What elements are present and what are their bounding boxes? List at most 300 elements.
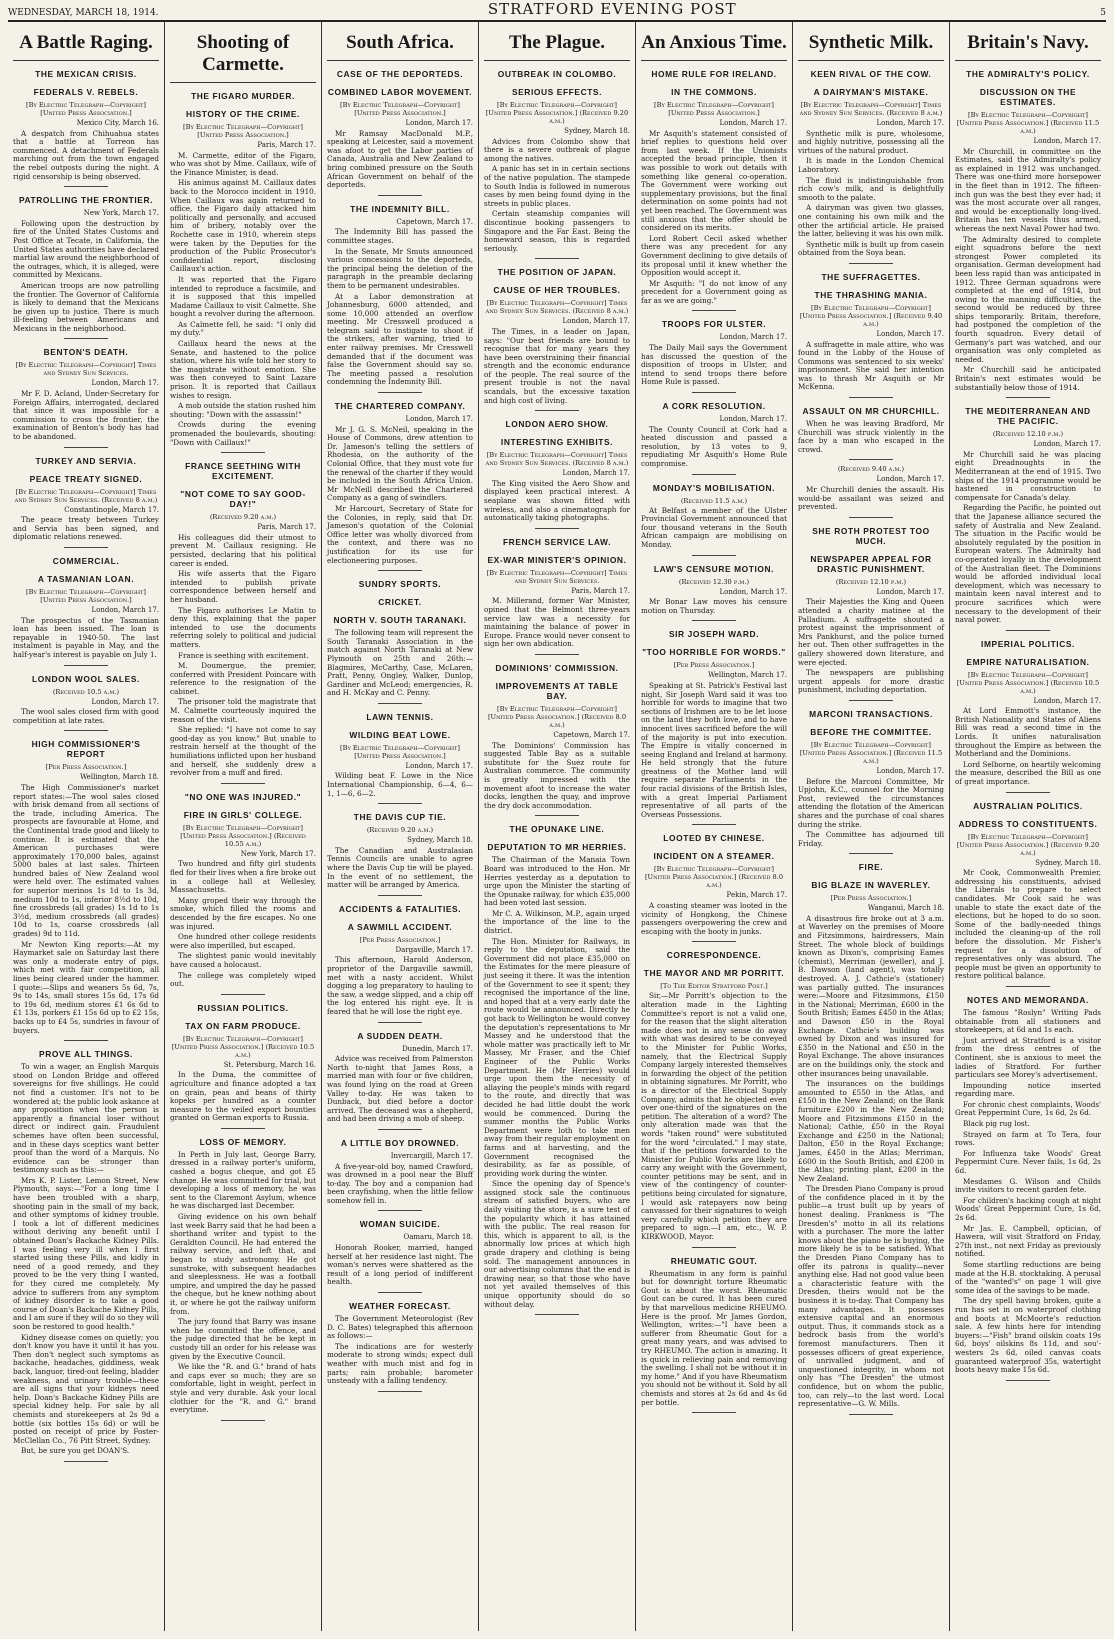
story-headline: BIG BLAZE IN WAVERLEY. — [811, 880, 931, 891]
news-column — [322, 22, 479, 1631]
story-paragraph: Mr Churchill said he was placing eight Dreadnoughts in the Mediterranean at the end of 1915. Two ships of the 1914 programme would be hastened in construction to compensate for Canada's delay. — [955, 449, 1101, 502]
wire-credit: [By Electric Telegraph—Copyright] [United Press Association.] (Received 10.5 a.m.) — [171, 1034, 315, 1059]
story-paragraph: The wool sales closed firm with good competition at late rates. — [13, 707, 159, 725]
story-divider — [849, 263, 893, 264]
story-paragraph: Lord Robert Cecil asked whether there was any precedent for any Government declining to give details of its proposal until it knew whether the Opposition would accept it. — [641, 233, 787, 278]
story-paragraph: Mr Ramsay MacDonald M.P., speaking at Leicester, said a movement was afoot to get the Labor parties of Canada, Australia and New Zealand to bring combined pressure on the South African Government on behalf of the deporteds. — [327, 128, 473, 190]
page-number: 5 — [1100, 8, 1106, 18]
story-dateline: Oamaru, March 18. — [403, 1233, 473, 1242]
story-divider — [378, 803, 422, 804]
story-paragraph: The Canadian and Australasian Tennis Councils are unable to agree where the Davis Cup tie will be played. In the event of no settlement, the matter will be arranged by America. — [327, 845, 473, 890]
story-paragraph: The dry spell having broken, quite a run has set in on waterproof clothing and boots at McMoorte's reduction sale. A few hints here for intending buyers:—"Fish" brand oilskin coats 19s 6d, boys' oilskins 8s 11d, and sou'-westers 2s 6d, oiled canvas coats guaranteed waterproof 35s, watertight boots heavy make 15s 6d. — [955, 1296, 1101, 1375]
story-paragraph: A mob outside the station rushed him shouting: "Down with the assassin!" — [170, 401, 316, 419]
story-paragraph: Regarding the Pacific, he pointed out that the Japanese alliance secured the safety of Australia and New Zealand. The situation in the Pacific would be absolutely regulated by the position in European waters. The Admiralty had co-operated loyally in the development of the Australian fleet. The Dominions would be afforded individual local development, which was necessary to maintain keen naval interest and to procure sacrifices which were necessary to the development of their naval power. — [955, 503, 1101, 625]
story-headline: THE DAVIS CUP TIE. — [353, 812, 447, 823]
wire-credit: [By Electric Telegraph—Copyright] Times and Sydney Sun Services. — [15, 361, 157, 378]
story-headline: RUSSIAN POLITICS. — [197, 1002, 289, 1013]
story-paragraph: The Chairman of the Manaia Town Board was introduced to the Hon. Mr Herries yesterday as a deputation to urge upon the Minister the starting of the Opunake railway, for which £35,000 had been voted last session. — [484, 855, 630, 908]
story-paragraph: Mr Jas. E. Campbell, optician, of Hawera, will visit Stratford on Friday, 27th inst., not next Friday as previously notified. — [955, 1223, 1101, 1259]
story-paragraph: Wilding beat F. Lowe in the Nice International Championship, 6—4, 6—1, 1—6, 6—2. — [327, 771, 473, 798]
story-paragraph: Mr Newton King reports:—At my Haymarket sale on Saturday last there was only a moderate entry of pigs, which met with fair competition, all lines being cleared under the hammer. I quote:—Slips and weaners 5s 6d, 7s, 9s to 14s, small stores 15s 6d, 17s 6d to 19s 6d, medium stores £1 6s 6d to £1 13s, porkers £1 15s 6d up to £2 15s, backs up to £4 5s, sundries in favour of buyers. — [13, 939, 159, 1035]
story-dateline: London, March 17. — [91, 606, 159, 614]
story-paragraph: Following upon the destruction by fire of the United States Customs and Post Office at Tecate, in California, the United States authorities have declared martial law around the neighborhood of the outrages, which, it is alleged, were committed by Mexicans. — [13, 218, 159, 280]
story-divider — [221, 1128, 265, 1129]
issue-date: WEDNESDAY, MARCH 18, 1914. — [8, 8, 159, 18]
story-headline: LOSS OF MEMORY. — [199, 1136, 287, 1147]
story-divider — [64, 447, 108, 448]
story-divider — [1006, 397, 1050, 398]
story-headline: LAWN TENNIS. — [366, 711, 434, 722]
story-headline: PROVE ALL THINGS. — [39, 1049, 133, 1060]
story-headline: LONDON WOOL SALES. — [32, 673, 140, 684]
story-paragraph: The Government Meteorologist (Rev D. C. Bates) telegraphed this afternoon as follows:— — [327, 1314, 473, 1341]
story-divider — [64, 665, 108, 666]
story-paragraph: American troops are now patrolling the frontier. The Governor of California is likely to demand that the Mexicans be given up to justice. There is much ill-feeling between Americans and Mexicans in the neighborhood. — [13, 280, 159, 333]
story-paragraph: The prisoner told the magistrate that M. Calmette courteously inquired the reason of the visit. — [170, 697, 316, 724]
story-paragraph: Mr Churchill, in committee on the Estimates, said the Admiralty's policy as explained in 1912 was unchanged. There was one-third more horsepower in the fleet than in 1912. The fifteen-inch gun was the best they ever had; it was the most accurate over all ranges, and would be exceptionally long-lived. Britain has ten vessels thus armed, whereas the next Naval Power had two. — [955, 146, 1101, 233]
story-headline: AUSTRALIAN POLITICS. — [973, 800, 1083, 811]
story-paragraph: The Figaro authorises Le Matin to deny this, explaining that the paper intended to use the documents referring solely to political and judicial matters. — [170, 605, 316, 649]
story-paragraph: The Admiralty desired to complete eight squadrons before the next strongest Power completed its organisation. German development had been less rapid than was anticipated in 1912. Three German squadrons were completed at the end of 1914, but owing to the manning difficulties, the second would be reduced by three ships temporarily. Britain, therefore, had postponed the completion of the fourth squadron. Every detail of Germany's part was watched, and our organisation was only completed as needed. — [955, 234, 1101, 364]
story-paragraph: The slightest panic would inevitably have caused a holocaust. — [170, 951, 316, 969]
story-paragraph: At a Labor demonstration at Johannesburg, 6000 attended, and some 10,000 attended an overflow meeting. Mr Cresswell produced a telegram said to instigate to shoot if the strikers, after warning, tried to enter railway premises. Mr Cresswell demanded that if the document was false the Government should say so. The meeting passed a resolution condemning the Indemnity Bill. — [327, 291, 473, 387]
wire-credit: [To The Editor Stratford Post.] — [660, 982, 768, 991]
wire-credit: [By Electric Telegraph—Copyright] Times and Sydney Sun Services. (Received 8 a.m.) — [485, 451, 629, 468]
story-divider — [535, 410, 579, 411]
story-divider — [64, 1461, 108, 1462]
story-paragraph: The Dominions' Commission has suggested Table Bay as a suitable substitute for the Suez route for Australian commerce. The community is greatly impressed with the movement afoot to increase the water docks, lengthen the quay, and improve the dry dock accommodation. — [484, 740, 630, 810]
story-headline: SUNDRY SPORTS. — [358, 579, 442, 590]
story-headline: MARCONI TRANSACTIONS. — [809, 708, 933, 719]
story-divider — [849, 700, 893, 701]
story-headline: THE OPUNAKE LINE. — [509, 824, 605, 835]
story-paragraph: At Lord Emmott's instance, the British Nationality and States of Aliens Bill was read a second time in the Lords. It unifies naturalisation throughout the Empire as between the Motherland and the Dominions. — [955, 706, 1101, 759]
story-dateline: Dargaville, March 17. — [395, 945, 473, 954]
story-dateline: Dunedin, March 17. — [402, 1044, 473, 1053]
story-dateline: London, March 17. — [719, 415, 787, 424]
story-paragraph: The insurances on the buildings amounted to £550 in the Atlas, and £150 in the New Zealand; on the Bank furniture £200 in the New Zealand; Moore and Fitzsimmons £150 in the National; Cathie, £50 in the Royal Exchange and £250 in the National; Dalton, £50 in the Royal Exchange; James, £450 in the Atlas; Merriman, £600 in the South British, and £200 in the Atlas; printing plant, £200 in the New Zealand. — [798, 1079, 944, 1183]
wire-credit: [By Electric Telegraph—Copyright] [United Press Association.] (Received 10.5 a.m.) — [956, 670, 1100, 695]
story-paragraph: For children's hacking cough at night Woods' Great Peppermint Cure, 1s 6d, 2s 6d. — [955, 1195, 1101, 1222]
column-heading: Britain's Navy. — [955, 22, 1101, 61]
story-headline: THE THRASHING MANIA. — [814, 289, 928, 300]
story-headline: THE MEXICAN CRISIS. — [35, 69, 137, 79]
story-paragraph: A dairyman was given two glasses, one containing his own milk and the other the artificial article. He praised the latter, believing it was his own milk. — [798, 203, 944, 239]
story-divider — [1006, 630, 1050, 631]
story-paragraph: Sir,—Mr Porritt's objection to the alteration made in the Lighting Committee's report is not a valid one, for the reason that the slight alteration made does not in any sense do away with what was desired to be conveyed to the Minister for Public Works, namely, that the Electrical Supply Company largely interested themselves in forwarding the object of the petition in obtaining signatures. Mr Porritt, who is a director of the Electrical Supply Company, admits that he objected even over one-third of the signatures on the petition. The alteration of a word? The only alteration made was that the words "taken round" were substituted for the word "circulated." I may state, that if the petitions forwarded to the Minister for Public Works are likely to carry any weight with the Government, counter petitions may be sent, and in view of the contingency of counter-petitions being circulated for signature, I would ask ratepayers now being canvassed for their signatures to weigh very carefully which petition they are prepared to sign.—I am, etc., W. P. KIRKWOOD, Mayor. — [641, 991, 787, 1242]
wire-credit: (Received 10.5 a.m.) — [52, 687, 120, 696]
story-divider — [378, 1292, 422, 1293]
news-column — [950, 22, 1106, 1631]
story-paragraph: The King visited the Aero Show and displayed keen practical interest. A seaplane was shown fitted with wireless, and also a cinematograph for automatically taking photographs. — [484, 478, 630, 523]
wire-credit: (Received 12.10 p.m.) — [835, 577, 907, 586]
wire-credit: [By Electric Telegraph—Copyright] [United Press Association.] (Received 10.55 a.m.) — [180, 823, 306, 848]
story-paragraph: The Hon. Minister for Railways, in reply to the deputation, said the Government did not place £35,000 on the Estimates for the mere pleasure of just seeing it there. It was the intention of the Government to see it spent; they recognised the importance of the line, and hoped that at a very early date the route would be announced. Directly he got back to Wellington he would convey the deputation's representations to Mr Massey and he understood that the whole matter was practically left to Mr Massey, Mr Fraser, and the Chief Engineer of the Public Works Department. He (Mr Herries) would urge upon them the necessity of allaying the people's minds with regard to the route, and directly that was decided he had little doubt the work would be commenced. During the summer months the Public Works Department were loth to take men away from their regular employment on farms and at harvesting, and the Government recognised the desirability, as far as possible, of providing work during the winter. — [484, 936, 630, 1178]
wire-credit: [By Electric Telegraph—Copyright] [United Press Association.] (Received 9.40 a.m.) — [799, 303, 943, 328]
story-divider — [64, 338, 108, 339]
story-paragraph: M. Carmette, editor of the Figaro, who was shot by Mme. Caillaux, wife of the Finance Minister, is dead. — [170, 150, 316, 177]
story-paragraph: It was reported that the Figaro intended to reproduce a facsimile, and it is supposed that this impelled Madame Caillaux to visit Calmette. She bought a revolver during the afternoon. — [170, 274, 316, 319]
story-headline: NORTH V. SOUTH TARANAKI. — [333, 615, 467, 626]
news-column — [636, 22, 793, 1631]
column-heading: The Plague. — [484, 22, 630, 61]
column-heading: South Africa. — [327, 22, 473, 61]
story-dateline: Paris, March 17. — [257, 523, 316, 532]
story-headline: WEATHER FORECAST. — [349, 1301, 451, 1312]
story-paragraph: His animus against M. Caillaux dates back to the Morocco incident in 1910. When Caillaux was again returned to office, the Figaro daily attacked him politically and personally, and accused him of bribery, notably over the Rochette case in 1910, wherein steps were taken by the Deputies for the production of the Public Prosecutor's confidential report, disclosing Caillaux's action. — [170, 178, 316, 274]
story-divider — [692, 1247, 736, 1248]
story-divider — [535, 654, 579, 655]
wire-credit: [By Electric Telegraph—Copyright] Times and Sydney Sun Services. (Received 8 a.m.) — [485, 299, 629, 316]
story-headline: ADDRESS TO CONSTITUENTS. — [958, 818, 1098, 829]
story-divider — [692, 620, 736, 621]
story-paragraph: Some startling reductions are being made at the H.B. stocktaking. A perusal of the "wanted's" on page 1 will give some idea of the savings to be made. — [955, 1259, 1101, 1295]
story-paragraph: As Calmette fell, he said: "I only did my duty." — [170, 319, 316, 338]
story-divider — [378, 1022, 422, 1023]
story-paragraph: Mr Asquith's statement consisted of brief replies to questions held over from last week. If the Unionists accepted the broad principle, then it was possible to work out details with something like general co-operation. The Government were working out supplementary provisions, but the final determination on some points had not yet been reached. The Government was still anxious that the offer should be considered on its merits. — [641, 128, 787, 233]
news-column — [8, 22, 165, 1631]
story-divider — [692, 941, 736, 942]
story-headline: LAW'S CENSURE MOTION. — [653, 563, 775, 574]
story-headline: HOME RULE FOR IRELAND. — [651, 69, 777, 79]
story-paragraph: In the Duma, the committee of agriculture and finance adopted a tax on grain, peas and beans of thirty kopeks per hundred as a counter measure to the veiled export bounties granted on German exports to Russia. — [170, 1070, 316, 1123]
story-divider — [692, 555, 736, 556]
story-dateline: London, March 17. — [876, 119, 944, 127]
story-headline: LOOTED BY CHINESE. — [663, 833, 765, 844]
story-headline: WILDING BEAT LOWE. — [349, 729, 451, 740]
story-headline: ASSAULT ON MR CHURCHILL. — [802, 406, 940, 417]
story-paragraph: Synthetic milk is built up from casein obtained from the Soya bean. — [798, 239, 944, 258]
story-headline: OUTBREAK IN COLOMBO. — [497, 69, 617, 79]
column-heading: Shooting of Carmette. — [170, 22, 316, 83]
story-paragraph: She replied: "I have not come to say good-day as you know." But unable to restrain herself at the thought of the humiliations inflicted upon her husband and herself, she suddenly drew a revolver from a muff and fired. — [170, 725, 316, 778]
story-paragraph: The Dresden Piano Company is proud of the confidence placed in it by the public—a trust built up by years of honest dealing. Frankness is "The Dresden's" motto in all its relations with a purchaser. The more the latter knows about the piano he is buying, the more likely he is to be satisfied. What the Dresden Piano Company has to offer its patrons is quality—never anything else. Had not good value been a characteristic feature with the Dresden, theirs would not be the business it is to-day. That Company has many advantages. It possesses extensive capital and an enormous output. Thus, it commands stock as a bedrock basis from the world's foremost manufacturers. Then it possesses officers of great experience, of unrivalled judgment, and of unquestioned integrity, in whom not only has "The Dresden" the utmost confidence, but on whom the public, too, can rely—to the last word. Local representative—G. W. Mills. — [798, 1184, 944, 1409]
story-paragraph: The County Council at Cork had a heated discussion and passed a resolution, by 13 votes to 9, repudiating Mr Asquith's Home Rule compromise. — [641, 424, 787, 468]
story-headline: IMPERIAL POLITICS. — [981, 638, 1075, 649]
story-headline: THE CHARTERED COMPANY. — [334, 401, 466, 412]
wire-credit: [Per Press Association.] — [830, 894, 912, 903]
story-dateline: London, March 17. — [91, 697, 159, 706]
story-paragraph: Advices from Colombo show that there is a severe outbreak of plague among the natives. — [484, 136, 630, 163]
wire-credit: (Received 9.20 a.m.) — [209, 513, 277, 522]
story-dateline: Constantinople, March 17. — [64, 505, 159, 514]
story-headline: THE ADMIRALTY'S POLICY. — [966, 69, 1090, 79]
story-paragraph: France is seething with excitement. — [178, 650, 309, 660]
story-paragraph: We like the "R. and G." brand of hats and caps ever so much; they are so comfortable, light in weight, perfect in style and very durable. Ask your local clothier for the "R. and G." brand everytime. — [170, 1362, 316, 1415]
story-paragraph: The Daily Mail says the Government has discussed the question of the disposition of troops in Ulster, and intend to send troops there before Home Rule is passed. — [641, 343, 787, 387]
story-paragraph: A panic has set in in certain sections of the native population. The stampede to South India is followed in numerous cases by men being found dying in the streets in public places. — [484, 164, 630, 208]
story-dateline: London, March 17. — [1033, 440, 1101, 449]
story-dateline: Sydney, March 18. — [564, 127, 630, 135]
story-paragraph: Their Majesties the King and Queen attended a charity matinee at the Palladium. A suffragette shouted a protest against the imprisonment of Mrs Pankhurst, and the police turned her out. Then other suffragettes in the gallery showered down literature, and were ejected. — [798, 597, 944, 667]
story-divider — [849, 853, 893, 854]
story-paragraph: Mr Churchill said he anticipated Britain's next estimates would be substantially below those of 1914. — [955, 365, 1101, 392]
story-headline: "NOT COME TO SAY GOOD-DAY!" — [180, 489, 306, 510]
story-paragraph: A despatch from Chihuahua states that a battle at Torreon has commenced. A detachment of Federals marching out from the town engaged the rebel outposts during the night. A rigid censorship is being observed. — [13, 128, 159, 181]
story-divider — [849, 1414, 893, 1415]
story-paragraph: Since the opening day of Spence's assigned stock sale the continuous stream of satisfied buyers, who are daily visiting the store, is a sure test of the popularity which it has attained with the public. The real reason for this, which is apparent to all, is the abnormally low prices at which high grade drapery and clothing is being sold. The management announces in our advertising columns that the end is drawing near, so that those who have not yet availed themselves of this unique opportunity should do so without delay. — [484, 1179, 630, 1309]
story-dateline: St. Petersburg, March 16. — [223, 1060, 316, 1069]
story-paragraph: Strayed on farm at To Tera, four rows. — [955, 1129, 1101, 1148]
story-headline: IMPROVEMENTS AT TABLE BAY. — [495, 680, 619, 701]
wire-credit: [Per Press Association.] — [359, 935, 441, 944]
story-headline: "TOO HORRIBLE FOR WORDS." — [642, 647, 786, 658]
story-headline: NEWSPAPER APPEAL FOR DRASTIC PUNISHMENT. — [810, 553, 932, 574]
story-paragraph: Mr Cook, Commonwealth Premier, addressing his constituents, advised the Liberals to prepare to select candidates. Mr Cook said he was unable to state the exact date of the elections, but he hoped to do so soon. Some of the badly-needed things included the cleaning-up of the roll before the dissolution. Mr Fisher's request for a dissolution of representatives only was absurd. The people must be given an opportunity to restore political balance. — [955, 868, 1101, 981]
wire-credit: [Per Press Association.] — [673, 661, 755, 670]
story-paragraph: His colleagues did their utmost to prevent M. Caillaux resigning. He persisted, declaring that his political career is ended. — [170, 532, 316, 568]
column-heading: Synthetic Milk. — [798, 22, 944, 61]
story-headline: FIRE. — [858, 862, 884, 873]
story-divider — [1006, 792, 1050, 793]
story-dateline: London, March 17. — [405, 761, 473, 770]
story-dateline: London, March 17. — [562, 469, 630, 478]
wire-credit: [By Electric Telegraph—Copyright] [United Press Association.] — [654, 101, 774, 117]
story-paragraph: The following team will represent the South Taranaki Association in the match against North Taranaki at New Plymouth on 25th and 26th:—Blagmires, McCarthy, Case, McLaren, Pratt, Penny, Ongley, Walker, Dunlop, Gardiner and McLeod; emergencies, R. and H. McKay and C. Penny. — [327, 628, 473, 698]
news-column — [165, 22, 322, 1631]
story-dateline: London, March 17. — [719, 333, 787, 342]
story-headline: WOMAN SUICIDE. — [359, 1219, 441, 1230]
story-headline: HISTORY OF THE CRIME. — [186, 109, 300, 119]
story-paragraph: The High Commissioner's market report states:—The wool sales closed with brisk demand from all sections of the trade, including America. The prospects are favourable at Home, and the Continental trade good and likely to continue. It is estimated that the American purchases were approximately 170,000 bales, against 5000 bales at last sales. Thirteen hundred bales of New Zealand wool were held over. The estimated values for superior merinos 1s 1d to 1s 3d, medium 10d to 1s, inferior 8½d to 10d, fine crossbreds (all grades) 1s 1d to 1s 3½d, medium crossbreds (all grades) 10d to 1s, coarse crossbreds (all grades) 9d to 11d. — [13, 782, 159, 939]
story-divider — [535, 1314, 579, 1315]
wire-credit: [By Electric Telegraph—Copyright] Times and Sydney Sun Services. — [486, 568, 628, 585]
story-paragraph: The prospectus of the Tasmanian loan has been issued. The loan is repayable in 1940-50. The last instalment is payable in May, and the half-year's interest is payable on July 1. — [13, 615, 159, 659]
story-headline: ACCIDENTS & FATALITIES. — [338, 903, 462, 914]
story-headline: INCIDENT ON A STEAMER. — [653, 851, 775, 862]
story-headline: A LITTLE BOY DROWNED. — [340, 1137, 460, 1148]
story-headline: THE INDEMNITY BILL. — [350, 203, 450, 214]
story-divider — [692, 1412, 736, 1413]
story-paragraph: The newspapers are publishing urgent appeals for more drastic punishment, including deportation. — [798, 668, 944, 695]
story-dateline: Wanganui, March 18. — [867, 904, 944, 913]
story-dateline: London, March 17. — [405, 119, 473, 127]
story-paragraph: Speaking at St. Patrick's Festival last night, Sir Joseph Ward said it was too horrible for words to imagine that two sections of Irishmen are to be let loose on the land they both love, and to have innocent lives sacrificed before the will of the majority is put into execution. The Empire is vitally concerned in seeing England and Ireland at harmony. He held strongly that the future greatness of the Mother land will require separate Parliaments in the four racial divisions of the British Isles, with a great Imperial Parliament representative of all parts of the Overseas Possessions. — [641, 680, 787, 819]
wire-credit: [By Electric Telegraph—Copyright] Times and Sydney Sun Services. (Received 8 a.m.) — [14, 487, 158, 504]
story-dateline: London, March 17. — [876, 766, 944, 775]
story-divider — [378, 570, 422, 571]
story-paragraph: Kidney disease comes on quietly; you don't know you have it until it has you. Then don't neglect such symptoms as backache, headaches, giddiness, weak back, languor, tired-out feeling, bladder weakness, and urinary trouble—these are all signs that your kidneys need help. Doan's Backache Kidney Pills are special kidney help. For sale by all chemists and storekeepers at 2s 9d a bottle (six bottles 15s 6d) or will be posted on receipt of price by Foster-McClellan Co., 76 Pitt Street, Sydney. — [13, 1332, 159, 1445]
story-paragraph: Mr J. G. S. McNeil, speaking in the House of Commons, drew attention to Dr. Jameson's telling the settlers of Rhodesia, on the authority of the Colonial Office, that they must vote for the renewal of the charter if they would be included in the South Africa Union. Mr McNeill described the Chartered Company as a gang of swindlers. — [327, 424, 473, 503]
story-divider — [378, 895, 422, 896]
story-paragraph: The fluid is indistinguishable from rich cow's milk, and is delightfully smooth to the palate. — [798, 175, 944, 202]
story-headline: LONDON AERO SHOW. — [505, 419, 609, 430]
story-paragraph: Black pig rug lost. — [963, 1119, 1030, 1129]
wire-credit: [By Electric Telegraph—Copyright] [United Press Association.] (Received 8.0 a.m.) — [644, 865, 784, 890]
wire-credit: (Received 9.40 a.m.) — [837, 465, 905, 474]
story-dateline: London, March 17. — [719, 587, 787, 596]
story-dateline: London, March 17. — [876, 329, 944, 338]
story-dateline: Capetown, March 17. — [396, 217, 473, 226]
wire-credit: [Per Press Association.] — [45, 763, 127, 772]
story-headline: TROOPS FOR ULSTER. — [661, 319, 767, 330]
newspaper-title: STRATFORD EVENING POST — [487, 0, 737, 18]
story-dateline: London, March 17. — [1033, 137, 1101, 145]
story-paragraph: The Times, in a leader on Japan, says: "Our best friends are bound to recognise that for many years they have been overstraining their financial strength and the economic endurance of the people. The real source of the present trouble is not the naval scandals, but the excessive taxation and high cost of living. — [484, 326, 630, 405]
story-divider — [64, 1040, 108, 1041]
news-column — [793, 22, 950, 1631]
wire-credit: [By Electric Telegraph—Copyright] [United Press Association.] (Received 11.5 a.m.) — [956, 111, 1100, 135]
story-divider — [692, 310, 736, 311]
story-headline: INTERESTING EXHIBITS. — [500, 437, 614, 448]
story-headline: FEDERALS V. REBELS. — [33, 87, 139, 97]
wire-credit: [By Electric Telegraph—Copyright] [United Press Association.] (Received 9.20 a.m.) — [485, 101, 629, 125]
story-headline: EMPIRE NATURALISATION. — [966, 656, 1090, 667]
story-paragraph: The indications are for westerly moderate to strong winds; expect dull weather with much mist and fog in parts; rain probable; barometer unsteady with a falling tendency. — [327, 1341, 473, 1386]
story-dateline: Paris, March 17. — [571, 586, 630, 595]
story-paragraph: Honorah Rooker, married, hanged herself at her residence last night. The woman's nerves were shattered as the result of a long period of indifferent health. — [327, 1243, 473, 1287]
story-paragraph: Mr Asquith: "I do not know of any precedent for a Government going as far as we are going." — [641, 278, 787, 305]
story-dateline: Mexico City, March 16. — [76, 119, 159, 127]
story-paragraph: Caillaux heard the news at the Senate, and hastened to the police station, where his wife told her story to the magistrate without emotion. She was then conveyed to Saint Lazare prison. It is reported that Caillaux wishes to resign. — [170, 339, 316, 400]
story-divider — [378, 1129, 422, 1130]
wire-credit: (Received 11.5 a.m.) — [680, 496, 748, 505]
story-dateline: Capetown, March 17. — [553, 730, 630, 739]
story-headline: FIRE IN GIRLS' COLLEGE. — [183, 809, 303, 820]
story-dateline: London, March 17. — [719, 119, 787, 127]
wire-credit: [By Electric Telegraph—Copyright] [United Press Association.] — [26, 101, 146, 117]
story-divider — [378, 195, 422, 196]
story-divider — [221, 783, 265, 784]
story-headline: A DAIRYMAN'S MISTAKE. — [813, 87, 929, 97]
story-paragraph: Impounding notice inserted regarding mare. — [955, 1080, 1101, 1099]
story-dateline: London, March 17. — [1033, 696, 1101, 705]
story-headline: FRANCE SEETHING WITH EXCITEMENT. — [185, 461, 301, 482]
story-paragraph: But, be sure you get DOAN'S. — [21, 1446, 130, 1456]
story-paragraph: The college was completely wiped out. — [170, 970, 316, 989]
story-paragraph: Synthetic milk is pure, wholesome, and highly nutritive, possessing all the virtues of the natural product. — [798, 128, 944, 155]
story-divider — [221, 994, 265, 995]
story-paragraph: M. Doumergue, the premier, conferred with President Poincare with reference to the resignation of the cabinet. — [170, 661, 316, 696]
story-headline: TAX ON FARM PRODUCE. — [185, 1020, 301, 1031]
story-paragraph: Before the Marconi Committee, Mr Upjohn, K.C., counsel for the Morning Post, reviewed the circumstances attending the flotation of the American shares and the purchase of coal shares during the strike. — [798, 776, 944, 829]
story-paragraph: It is made in the London Chemical Laboratory. — [798, 156, 944, 174]
story-paragraph: Crowds during the evening promenaded the boulevards, shouting: "Down with Caillaux!" — [170, 420, 316, 447]
story-dateline: Pekin, March 17. — [726, 891, 787, 900]
story-headline: KEEN RIVAL OF THE COW. — [810, 69, 932, 79]
story-divider — [535, 528, 579, 529]
story-paragraph: Mr Harcourt, Secretary of State for the Colonies, in reply, said that Dr. Jameson's quotation of the Colonial Office letter was wholly divorced from the context, and there was no justification for its use for electioneering purposes. — [327, 503, 473, 565]
story-paragraph: Mesdames G. Wilson and Childs invite visitors to recent garden fete. — [955, 1176, 1101, 1195]
story-dateline: Sydney, March 18. — [1035, 858, 1101, 867]
story-divider — [692, 392, 736, 393]
story-headline: CASE OF THE DEPORTEDS. — [336, 69, 464, 79]
story-headline: THE POSITION OF JAPAN. — [497, 267, 617, 278]
story-dateline: Wellington, March 17. — [708, 671, 787, 680]
story-paragraph: Two hundred and fifty girl students fled for their lives when a fire broke out in a college hall at Wellesley, Massachusetts. — [170, 859, 316, 895]
column-heading: A Battle Raging. — [13, 22, 159, 61]
story-divider — [378, 1391, 422, 1392]
story-paragraph: A disastrous fire broke out at 3 a.m. at Waverley on the premises of Moore and Fitzsimmons, hairdressers, Main Street. The whole block of buildings known as Dixon's, comprising Eames (chemist), Merriman (jeweller), and J. B. Dawson (land agent), was totally destroyed. A. J. Cathcie's (stationer) was partially gutted. The insurances were:—Moore and Fitzsimmons, £150 in the National; Merriman, £600 in the South British; Eames £450 in the Atlas; and Dawson £50 in the Royal Exchange. Cathcie's building was owned by Dixon and was insured for £350 in the National and £50 in the Royal Exchange. The above insurances are on the buildings only, the stock and other insurances being unavailable. — [798, 913, 944, 1078]
wire-credit: [By Electric Telegraph—Copyright] [United Press Association.] — [340, 743, 460, 760]
story-paragraph: The Committee has adjourned till Friday. — [798, 830, 944, 848]
story-divider — [1006, 986, 1050, 987]
story-dateline: London, March 17. — [405, 415, 473, 424]
story-divider — [1006, 1380, 1050, 1381]
story-paragraph: At Belfast a member of the Ulster Provincial Government announced that four thousand veterans in the South African campaign are mobilising on Monday. — [641, 505, 787, 549]
story-dateline: Paris, March 17. — [257, 141, 316, 149]
story-paragraph: Mr F. D. Acland, Under-Secretary for Foreign Affairs, interrogated, declared that since it was impossible for a commission to cross the frontier, the examination of Benton's body has had to be abandoned. — [13, 389, 159, 442]
story-headline: THE MEDITERRANEAN AND THE PACIFIC. — [965, 406, 1091, 427]
column-heading: An Anxious Time. — [641, 22, 787, 61]
story-headline: IN THE COMMONS. — [671, 87, 757, 97]
story-headline: A SUDDEN DEATH. — [357, 1030, 443, 1041]
story-headline: CORRESPONDENCE. — [666, 950, 762, 961]
story-divider — [692, 824, 736, 825]
story-paragraph: When he was leaving Bradford, Mr Churchill was struck violently in the face by a man who escaped in the crowd. — [798, 419, 944, 454]
story-paragraph: Lord Selborne, on heartily welcoming the measure, described the Bill as one of great importance. — [955, 759, 1101, 787]
story-headline: THE MAYOR AND MR PORRITT. — [643, 968, 785, 979]
story-divider — [221, 452, 265, 453]
news-column — [479, 22, 636, 1631]
story-headline: A CORK RESOLUTION. — [662, 401, 766, 412]
story-divider — [221, 1420, 265, 1421]
story-paragraph: A five-year-old boy, named Crawford, was drowned in a pool near the Bluff to-day. The boy and a companion had been crayfishing, when the little fellow somehow fell in. — [327, 1161, 473, 1205]
story-paragraph: One hundred other college residents were also imperilled, but escaped. — [170, 932, 316, 950]
story-paragraph: His wife asserts that the Figaro intended to publish private correspondence between herself and her husband. — [170, 569, 316, 604]
story-paragraph: For Influenza take Woods' Great Peppermint Cure. Never fails, 1s 6d, 2s 6d. — [955, 1148, 1101, 1176]
story-headline: BEFORE THE COMMITTEE. — [810, 726, 932, 737]
story-headline: COMBINED LABOR MOVEMENT. — [327, 87, 473, 97]
story-paragraph: A coasting steamer was looted in the vicinity of Hongkong, the Chinese passengers overpowering the crew and escaping with the booty in junks. — [641, 901, 787, 936]
story-headline: BENTON'S DEATH. — [43, 347, 129, 358]
story-headline: TURKEY AND SERVIA. — [35, 455, 137, 466]
story-paragraph: In the Senate, Mr Smuts announced various concessions to the deporteds, the principal being the deletion of the paragraph in the preamble declaring them to be permanent undesirables. — [327, 246, 473, 290]
story-headline: COMMERCIAL. — [52, 556, 120, 566]
wire-credit: (Received 12.10 p.m.) — [992, 430, 1064, 439]
story-divider — [378, 392, 422, 393]
story-paragraph: Many groped their way through the smoke, which filled the rooms and descended by the fire escapes. No one was injured. — [170, 895, 316, 931]
story-headline: CRICKET. — [378, 597, 422, 608]
story-headline: NOTES AND MEMORANDA. — [967, 994, 1089, 1005]
story-headline: DISCUSSION ON THE ESTIMATES. — [979, 87, 1077, 107]
story-paragraph: The famous "Roslyn" Writing Pads obtainable from all stationers and storekeepers, at 6d and 1s each. — [955, 1007, 1101, 1035]
story-divider — [535, 815, 579, 816]
story-headline: SHE ROTH PROTEST TOO MUCH. — [812, 525, 930, 546]
story-divider — [64, 547, 108, 548]
wire-credit: [By Electric Telegraph—Copyright] [United Press Association.] (Received 9.20 a.m.) — [956, 832, 1100, 857]
story-paragraph: This afternoon, Harold Anderson, proprietor of the Dargaville sawmill, met with a nasty accident. Whilst dogging a log preparatory to hauling to the saw, a wedge slipped, and a chip off the log entered his right eye. It is feared that he will lose the right eye. — [327, 955, 473, 1016]
story-headline: DOMINIONS' COMMISSION. — [495, 662, 619, 673]
story-paragraph: Mrs K. P. Lister, Lemon Street, New Plymouth, says:—"For a long time I have been troubled with a sharp, shooting pain in the small of my back, and other symptoms of kidney trouble. I took a lot of different medicines without deriving any benefit until I obtained Doan's Backache Kidney Pills. I was feeling very ill when I first started using these Pills, and kidly in need of a good remedy, and they proved to be the very thing I wanted, for they cured me completely. My advice to sufferers from any symptom of kidney disorder is to take a good course of Doan's Backache Kidney Pills, and I am sure if they will do so they will soon be restored to good health." — [13, 1175, 159, 1331]
story-paragraph: Certain steamship companies will discontinue booking passengers to Singapore and the Far East. Being the homeward season, this is regarded seriously. — [484, 209, 630, 253]
story-divider — [849, 517, 893, 518]
story-divider — [849, 459, 893, 460]
masthead — [8, 0, 1106, 22]
story-headline: THE SUFFRAGETTES. — [821, 271, 921, 282]
wire-credit: (Received 12.30 p.m.) — [678, 577, 750, 586]
wire-credit: [By Electric Telegraph—Copyright] Times and Sydney Sun Services. (Received 8 a.m.) — [799, 101, 943, 117]
story-headline: DEPUTATION TO MR HERRIES. — [487, 842, 627, 853]
story-paragraph: The jury found that Barry was insane when he committed the offence, and the judge directed that he be kept in custody till an order for his release was given by the Executive Council. — [170, 1317, 316, 1361]
wire-credit: [By Electric Telegraph—Copyright] [United Press Association.] — [340, 101, 460, 117]
wire-credit: [By Electric Telegraph—Copyright] [United Press Association.] (Received 8.0 a.m.) — [487, 704, 627, 729]
story-headline: THE FIGARO MURDER. — [191, 91, 295, 101]
story-dateline: London, March 17. — [876, 587, 944, 596]
story-paragraph: In Perth in July last, George Barry, dressed in a railway porter's uniform, cashed a bogus cheque, and got £5 change. He was committed for trial, but developing a loss of memory, he was sent to the Claremont Asylum, whence he was discharged last December. — [170, 1149, 317, 1211]
wire-credit: [By Electric Telegraph—Copyright] [United Press Association.] — [183, 123, 303, 139]
story-divider — [64, 186, 108, 187]
story-headline: PATROLLING THE FRONTIER. — [18, 195, 154, 206]
story-paragraph: Mr Churchill denies the assault. His would-be assailant was seized and prevented. — [798, 485, 944, 512]
story-headline: RHEUMATIC GOUT. — [670, 1255, 758, 1266]
story-divider — [535, 258, 579, 259]
story-headline: CAUSE OF HER TROUBLES. — [493, 285, 621, 296]
news-columns — [8, 22, 1106, 1631]
story-headline: SIR JOSEPH WARD. — [668, 629, 760, 640]
story-divider — [378, 703, 422, 704]
story-headline: PEACE TREATY SIGNED. — [29, 473, 143, 484]
